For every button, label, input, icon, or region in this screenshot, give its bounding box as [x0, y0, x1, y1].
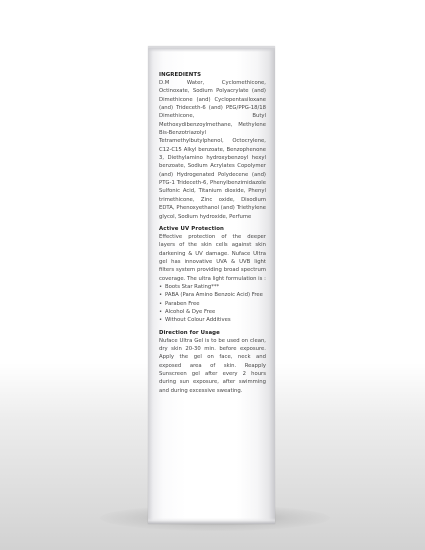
ingredients-heading: INGREDIENTS	[159, 72, 202, 78]
feature-item	[159, 308, 266, 316]
feature-item	[159, 316, 266, 324]
tube-seal-edge	[148, 518, 275, 524]
feature-item-label: Paraben Free	[165, 300, 200, 307]
uv-protection-heading: Active UV Protection	[159, 225, 224, 232]
feature-item	[159, 291, 266, 299]
uv-protection-description: Effective protection of the deeper layers of the skin cells against skin darkening & UV damage. Nuface Ultra gel has innovative UVA & UVB light filters system providing broad spectrum coverage. The ultra light formulation is :	[159, 233, 266, 282]
usage-heading: Direction for Usage	[159, 329, 220, 336]
sunscreen-tube	[148, 46, 275, 524]
feature-item	[159, 283, 266, 291]
feature-item	[159, 300, 266, 308]
feature-list	[159, 283, 266, 325]
usage-directions: Nuface Ultra Gel is to be used on clean, dry skin 20-30 min. before exposure. Apply the gel on face, neck and exposed area of skin. Reapply Sunscreen gel after every 2 hours during sun exposure, after swimming and during excessive sweating.	[159, 337, 266, 394]
uv-protection-section	[159, 226, 266, 325]
product-label	[159, 72, 266, 395]
tube-crimp	[148, 48, 275, 52]
usage-section	[159, 330, 266, 395]
feature-item-label: Alcohol & Dye Free	[165, 308, 216, 315]
ingredients-section	[159, 72, 266, 221]
feature-item-label: Boots Star Rating***	[165, 283, 220, 290]
ingredients-list: D.M Water, Cyclomethicone, Octinoxate, Sodium Polyacrylate (and) Dimethicone (and) Cyclopentasiloxane (and) Trideceth-6 (and) PEG/PPG-18/18 Dimethicone, Butyl Methoxydibenzoylmethane, Methylene Bis-Benzotriazolyl Tetramethylbutylphenol, Octocrylene, C12-C15 Alkyl benzoate, Benzophenone 3, Diethylamino hydroxybenzoyl hexyl benzoate, Sodium Acrylates Copolymer (and) Hydrogenated Polydecene (and) PTG-1 Trideceth-6, Phenylbenzimidazole Sulfonic Acid, Titanium dioxide, Phenyl trimethicone, Zinc oxide, Disodium EDTA, Phenoxyethanol (and) Triethylene glycol, Sodium hydroxide, Perfume	[159, 80, 266, 220]
feature-item-label: Without Colour Additives	[165, 317, 231, 324]
feature-item-label: PABA (Para Amino Benzoic Acid) Free	[165, 292, 263, 299]
